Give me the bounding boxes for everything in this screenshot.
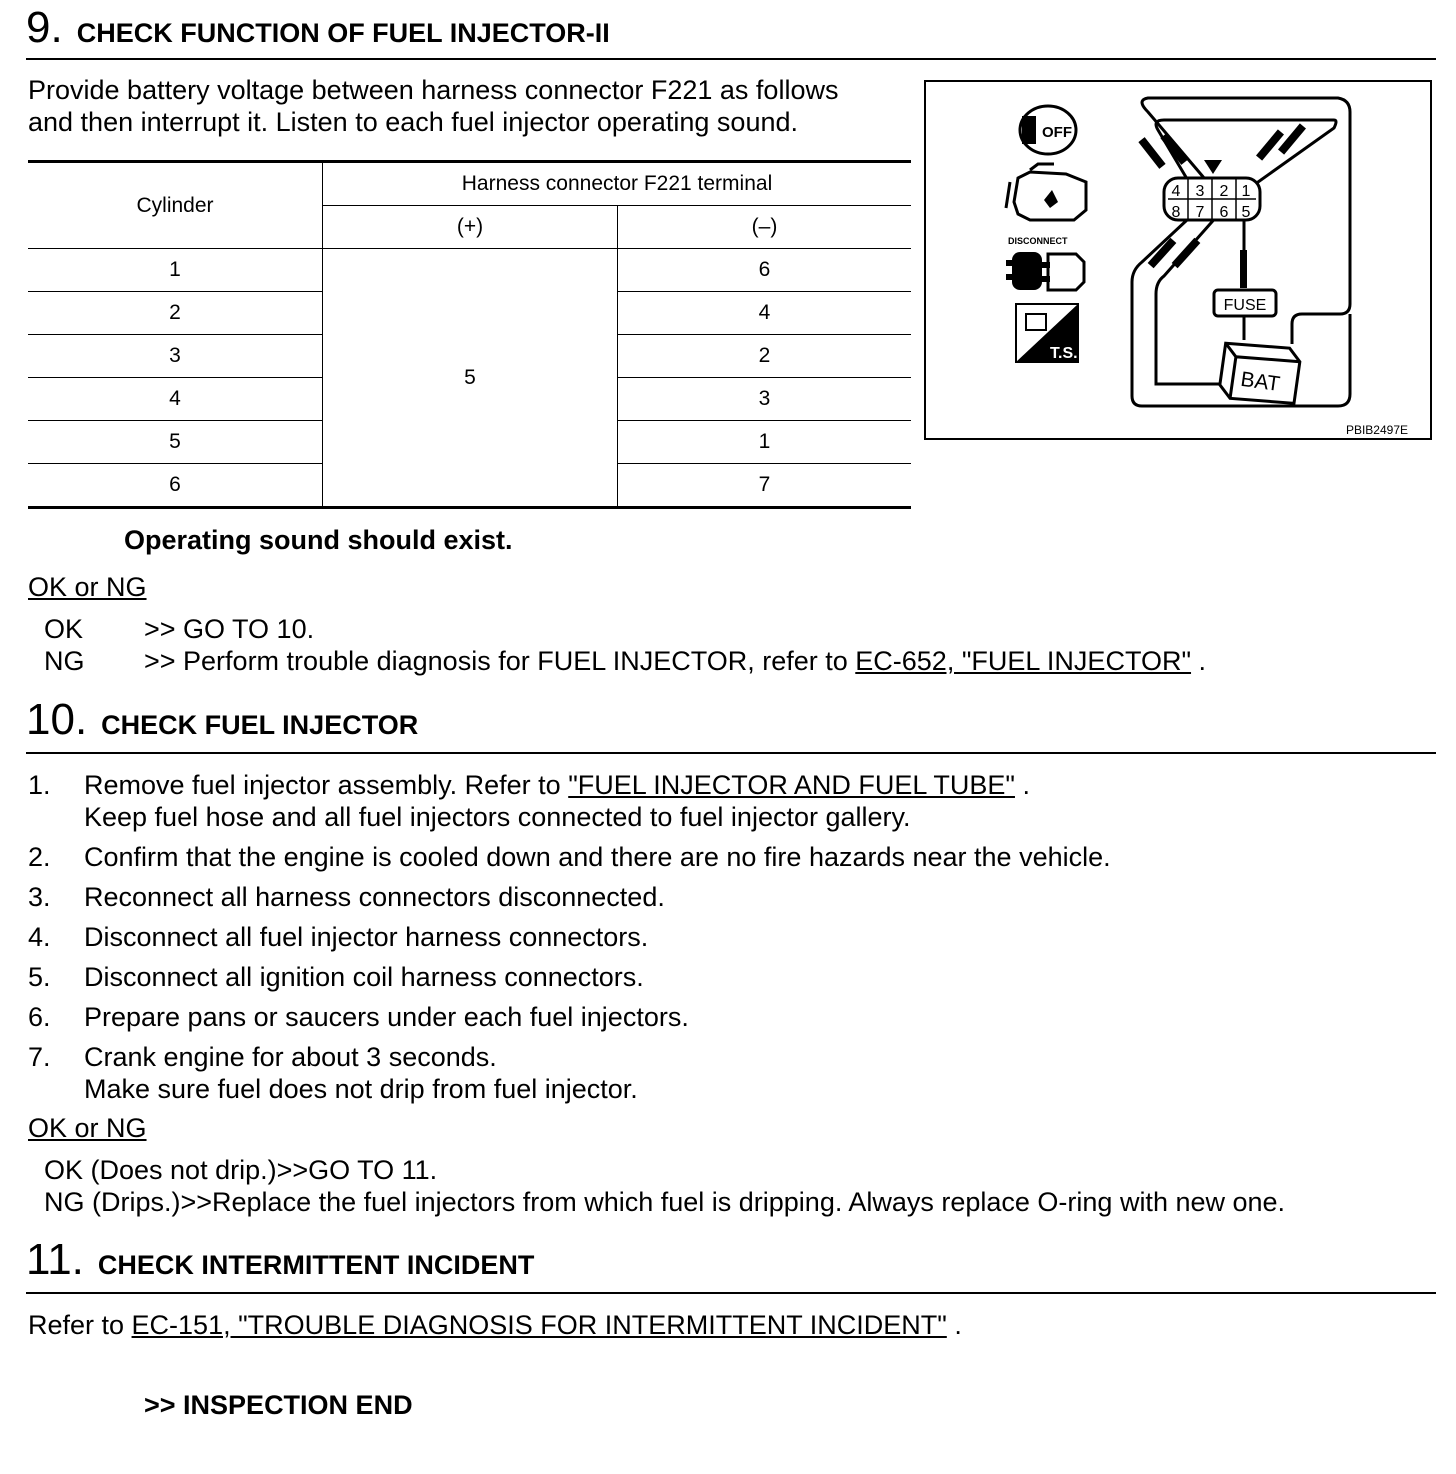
list-continuation: Make sure fuel does not drip from fuel injector. bbox=[84, 1074, 638, 1104]
pin-label: 7 bbox=[1195, 204, 1205, 221]
ok-result-label: OK bbox=[44, 614, 84, 644]
section-divider bbox=[26, 58, 1436, 60]
harness-connector-f221 bbox=[1164, 160, 1260, 221]
list-text: Remove fuel injector assembly. Refer to bbox=[84, 770, 569, 800]
list-tail: . bbox=[1014, 770, 1030, 800]
table-row bbox=[28, 249, 911, 292]
list-number: 3. bbox=[28, 882, 51, 912]
list-continuation: Keep fuel hose and all fuel injectors connected to fuel injector gallery. bbox=[84, 802, 911, 832]
list-number: 4. bbox=[28, 922, 51, 952]
cylinder-cell: 6 bbox=[28, 464, 323, 508]
wiring-figure bbox=[924, 80, 1432, 440]
section-divider bbox=[26, 1292, 1436, 1294]
step-title: CHECK FUNCTION OF FUEL INJECTOR-II bbox=[76, 18, 610, 48]
list-item bbox=[28, 961, 644, 993]
step-number: 10. bbox=[26, 695, 88, 744]
ng-result-text: NG (Drips.)>>Replace the fuel injectors from which fuel is dripping. Always replace O-ring with new one. bbox=[44, 1187, 1286, 1217]
list-text: Crank engine for about 3 seconds. bbox=[84, 1042, 497, 1072]
pin-label: 1 bbox=[1241, 183, 1251, 200]
list-item bbox=[28, 921, 648, 953]
pin-label: 3 bbox=[1195, 183, 1205, 200]
off-label: OFF bbox=[1042, 124, 1072, 141]
list-item bbox=[28, 881, 665, 913]
engine-icon bbox=[1006, 164, 1086, 220]
col-header-plus: (+) bbox=[323, 206, 618, 249]
disconnect-label: DISCONNECT bbox=[1008, 236, 1068, 246]
intermittent-incident-link[interactable]: EC-151, "TROUBLE DIAGNOSIS FOR INTERMITTENT INCIDENT" bbox=[131, 1310, 947, 1340]
cylinder-cell: 1 bbox=[28, 249, 323, 292]
ok-result-text: OK (Does not drip.)>>GO TO 11. bbox=[44, 1155, 438, 1185]
list-item bbox=[28, 841, 1111, 873]
list-text: Disconnect all ignition coil harness connectors. bbox=[84, 962, 644, 992]
list-number: 7. bbox=[28, 1042, 51, 1072]
ok-result-text: >> GO TO 10. bbox=[144, 614, 315, 644]
ok-or-ng-label: OK or NG bbox=[28, 572, 147, 602]
list-text: Confirm that the engine is cooled down and there are no fire hazards near the vehicle. bbox=[84, 842, 1111, 872]
ng-result-line bbox=[144, 645, 1206, 677]
pin-label: 5 bbox=[1241, 204, 1251, 221]
refer-tail: . bbox=[946, 1310, 962, 1340]
figure-id: PBIB2497E bbox=[1345, 423, 1408, 437]
list-number: 2. bbox=[28, 842, 51, 872]
ng-result-text: >> Perform trouble diagnosis for FUEL INJECTOR, refer to bbox=[144, 646, 856, 676]
ts-label: T.S. bbox=[1050, 345, 1078, 362]
expected-result: Operating sound should exist. bbox=[124, 525, 513, 555]
ng-result-label: NG bbox=[44, 646, 85, 676]
minus-terminal-cell: 4 bbox=[618, 292, 912, 335]
battery-label: BAT bbox=[1239, 367, 1282, 397]
pin-label: 2 bbox=[1219, 183, 1229, 200]
list-number: 1. bbox=[28, 770, 51, 800]
list-item bbox=[28, 1001, 689, 1033]
col-header-terminal: Harness connector F221 terminal bbox=[323, 162, 912, 206]
fuse-label: FUSE bbox=[1223, 297, 1267, 314]
list-item bbox=[28, 1041, 638, 1105]
minus-terminal-cell: 1 bbox=[618, 421, 912, 464]
pin-label: 8 bbox=[1171, 204, 1181, 221]
cylinder-cell: 4 bbox=[28, 378, 323, 421]
step-number: 11. bbox=[26, 1235, 84, 1284]
pin-label: 6 bbox=[1219, 204, 1229, 221]
inspection-end: >> INSPECTION END bbox=[144, 1390, 413, 1420]
col-header-cylinder: Cylinder bbox=[28, 162, 323, 249]
list-number: 6. bbox=[28, 1002, 51, 1032]
ok-or-ng-label: OK or NG bbox=[28, 1113, 147, 1143]
intro-text-line-2: and then interrupt it. Listen to each fuel injector operating sound. bbox=[28, 107, 799, 137]
intro-text-line-1: Provide battery voltage between harness connector F221 as follows bbox=[28, 75, 839, 105]
step-11-heading bbox=[26, 1235, 535, 1284]
cylinder-cell: 3 bbox=[28, 335, 323, 378]
minus-terminal-cell: 2 bbox=[618, 335, 912, 378]
plus-terminal-cell: 5 bbox=[323, 249, 618, 508]
step-title: CHECK INTERMITTENT INCIDENT bbox=[97, 1250, 535, 1280]
list-text: Disconnect all fuel injector harness connectors. bbox=[84, 922, 649, 952]
minus-terminal-cell: 6 bbox=[618, 249, 912, 292]
minus-terminal-cell: 7 bbox=[618, 464, 912, 508]
list-text: Prepare pans or saucers under each fuel injectors. bbox=[84, 1002, 689, 1032]
list-number: 5. bbox=[28, 962, 51, 992]
step-number: 9. bbox=[26, 3, 63, 52]
col-header-minus: (–) bbox=[618, 206, 912, 249]
list-item bbox=[28, 769, 1030, 833]
fuel-injector-tube-link[interactable]: "FUEL INJECTOR AND FUEL TUBE" bbox=[568, 770, 1015, 800]
step-title: CHECK FUEL INJECTOR bbox=[101, 710, 419, 740]
ignition-off-icon bbox=[1020, 106, 1076, 154]
refer-line bbox=[28, 1309, 962, 1341]
cylinder-cell: 2 bbox=[28, 292, 323, 335]
fuel-injector-link[interactable]: EC-652, "FUEL INJECTOR" bbox=[855, 646, 1192, 676]
table-header-row bbox=[28, 162, 911, 206]
pin-label: 4 bbox=[1171, 183, 1181, 200]
step-10-heading bbox=[26, 695, 419, 744]
disconnect-icon bbox=[1006, 236, 1084, 290]
fuse bbox=[1214, 290, 1276, 340]
minus-terminal-cell: 3 bbox=[618, 378, 912, 421]
list-text: Reconnect all harness connectors disconnected. bbox=[84, 882, 665, 912]
ts-icon bbox=[1016, 304, 1078, 362]
battery bbox=[1218, 339, 1301, 407]
cylinder-cell: 5 bbox=[28, 421, 323, 464]
step-9-heading bbox=[26, 3, 610, 52]
section-divider bbox=[26, 752, 1436, 754]
terminal-table bbox=[28, 160, 911, 509]
wiring-diagram bbox=[926, 82, 1430, 438]
refer-prefix: Refer to bbox=[28, 1310, 132, 1340]
ng-tail: . bbox=[1191, 646, 1207, 676]
